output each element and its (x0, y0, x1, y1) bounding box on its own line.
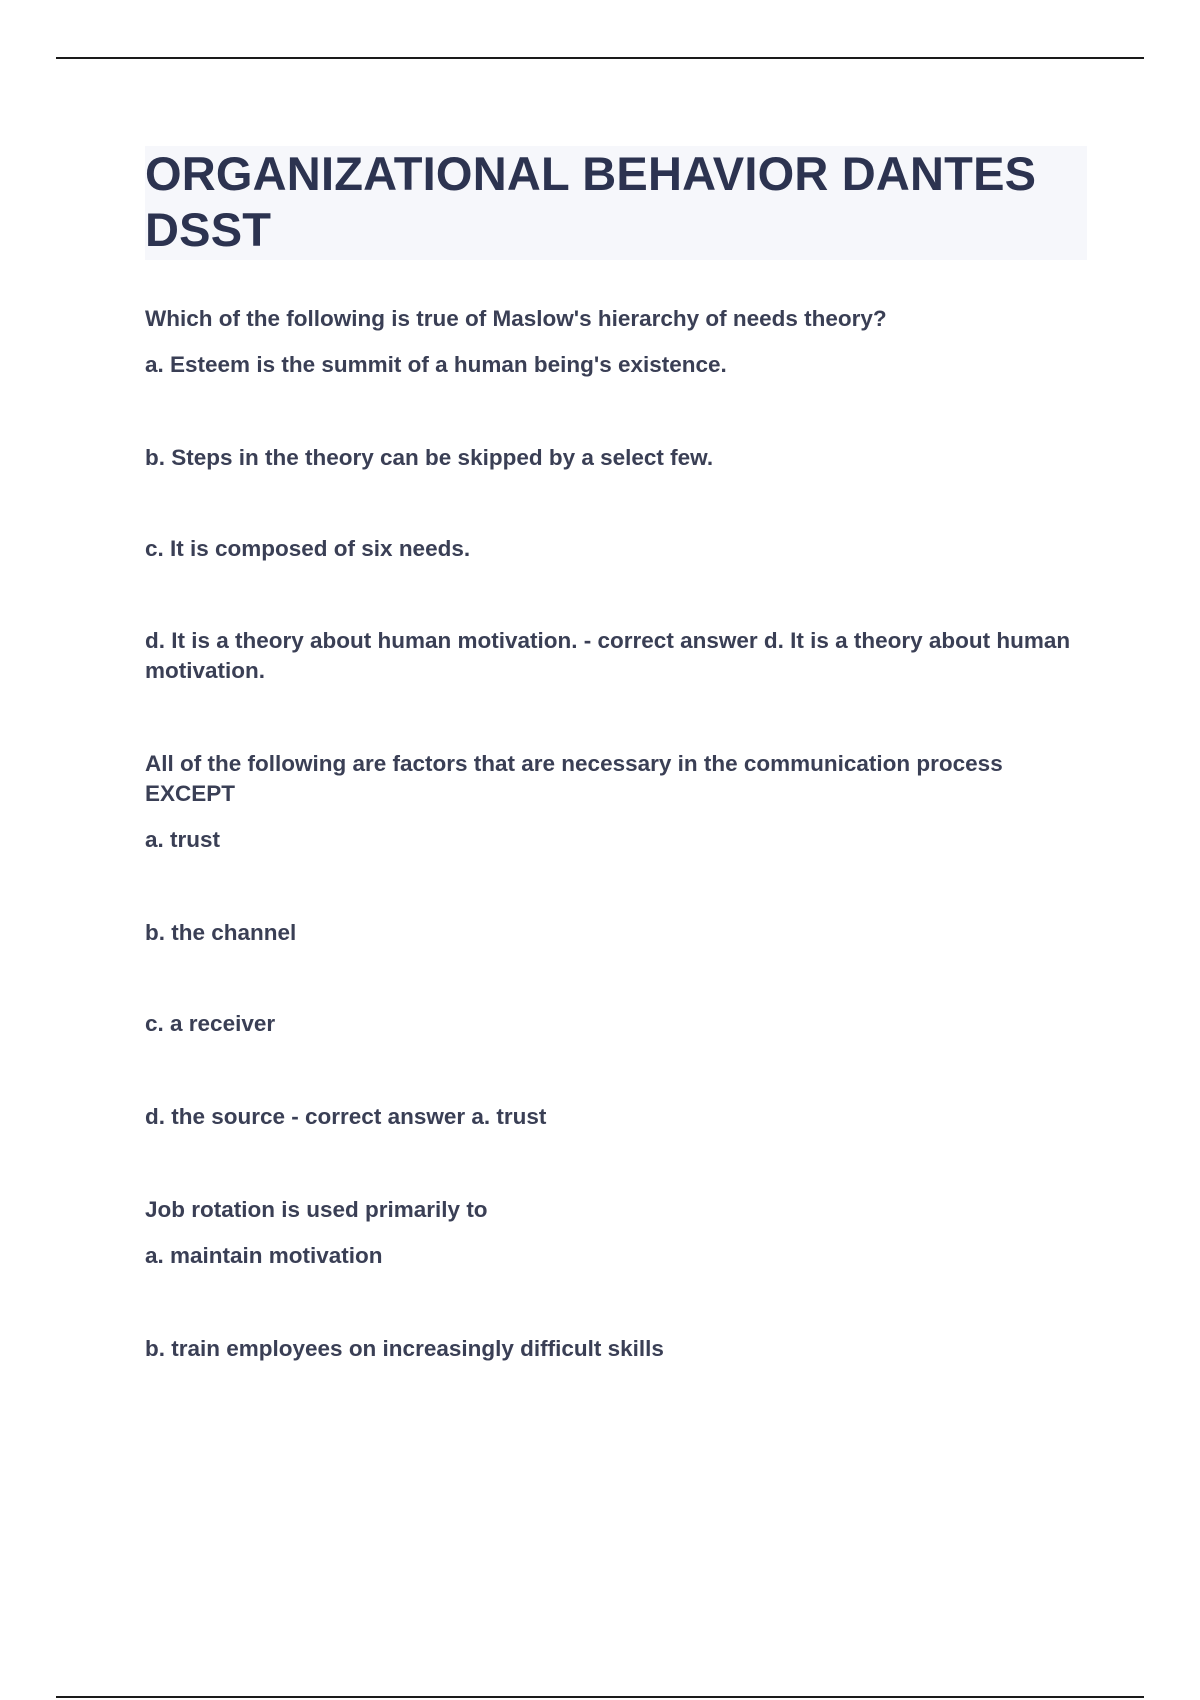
option-text: c. a receiver (145, 1011, 276, 1036)
option-text: b. train employees on increasingly difficult skills (145, 1336, 664, 1361)
title-banner (145, 146, 1087, 260)
option-text: a. maintain motivation (145, 1243, 383, 1268)
bottom-rule (56, 1696, 1144, 1698)
option-text: a. trust (145, 827, 221, 852)
question-text: Which of the following is true of Maslow's hierarchy of needs theory? (145, 306, 887, 331)
top-rule (56, 57, 1144, 59)
option-text-answer: d. It is a theory about human motivation. - correct answer d. It is a theory about human motivation. (145, 628, 1071, 683)
option-text-answer: d. the source - correct answer a. trust (145, 1104, 547, 1129)
document-body (145, 146, 1087, 1361)
option-text: b. the channel (145, 920, 297, 945)
document-title: ORGANIZATIONAL BEHAVIOR DANTES DSST (145, 147, 1037, 256)
option-text: a. Esteem is the summit of a human being's existence. (145, 352, 727, 377)
option-text: c. It is composed of six needs. (145, 536, 471, 561)
question-text: Job rotation is used primarily to (145, 1197, 488, 1222)
question-text: All of the following are factors that are necessary in the communication process EXCEPT (145, 751, 1003, 806)
option-text: b. Steps in the theory can be skipped by a select few. (145, 445, 714, 470)
